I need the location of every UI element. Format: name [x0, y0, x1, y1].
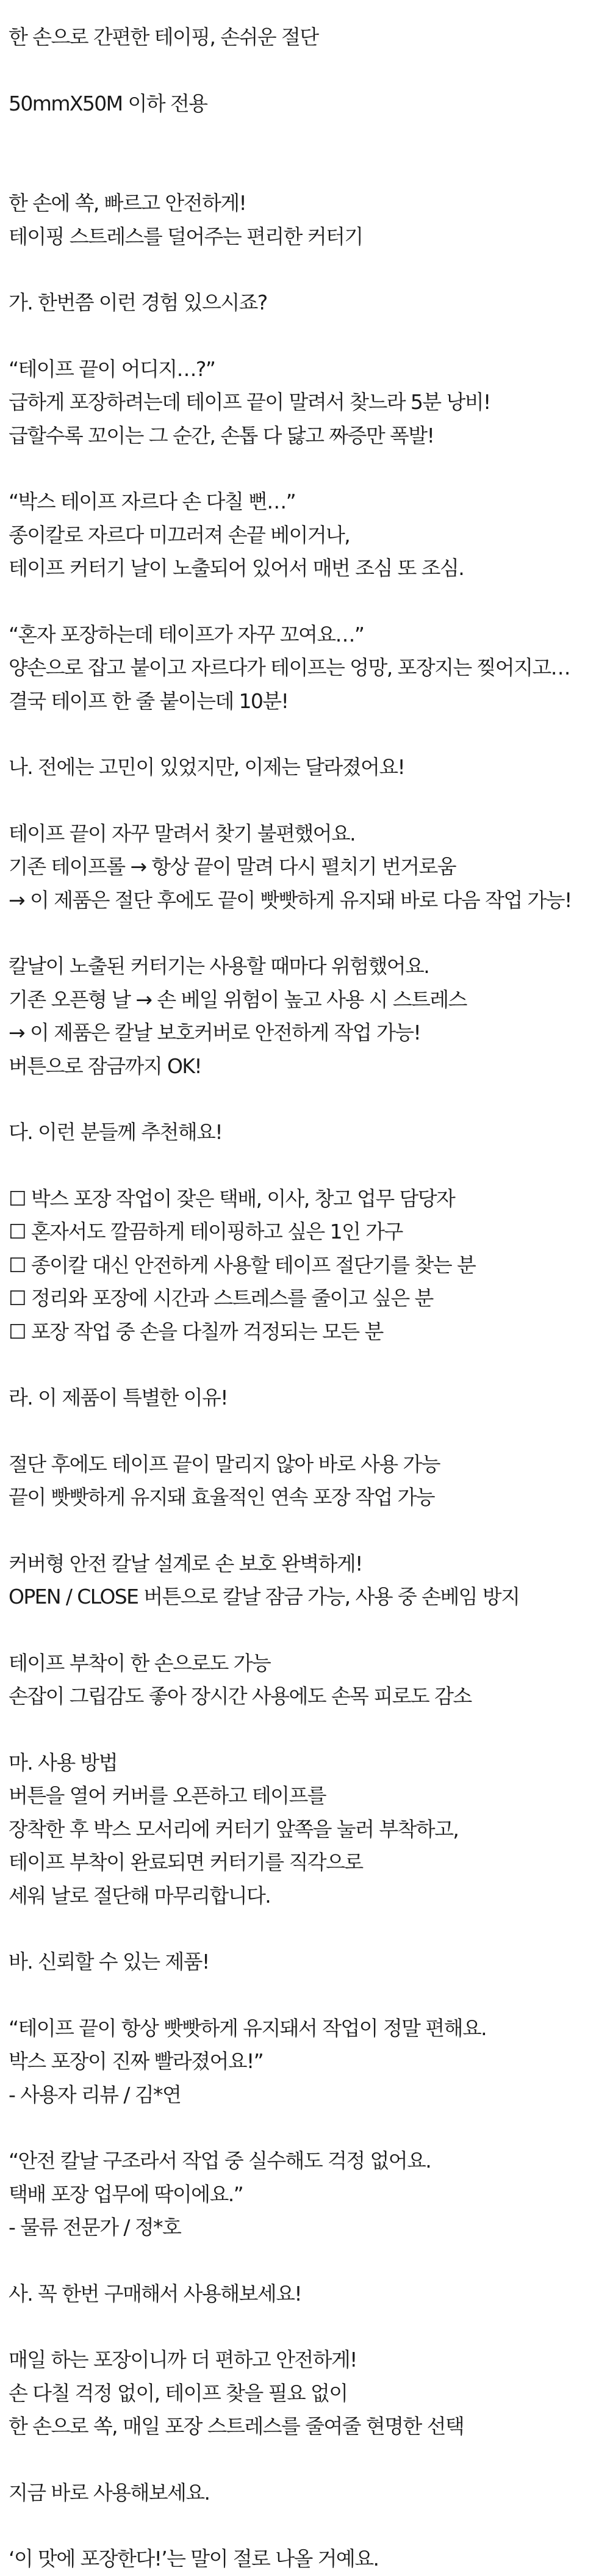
text-line: “테이프 끝이 어디지…?” — [9, 356, 215, 381]
text-line: 버튼을 열어 커버를 오픈하고 테이프를 — [9, 1784, 326, 1807]
text-line: → 이 제품은 절단 후에도 끝이 빳빳하게 유지돼 바로 다음 작업 가능! — [9, 888, 572, 912]
text-line: ☐ 박스 포장 작업이 잦은 택배, 이사, 창고 업무 담당자 — [9, 1186, 455, 1210]
text-block — [9, 618, 610, 718]
text-line: 테이핑 스트레스를 덜어주는 편리한 커터기 — [9, 224, 363, 248]
text-block — [9, 87, 610, 121]
text-line: 절단 후에도 테이프 끝이 말리지 않아 바로 사용 가능 — [9, 1452, 440, 1476]
text-line: 한 손으로 쏙, 매일 포장 스트레스를 줄여줄 현명한 선택 — [9, 2414, 464, 2438]
text-line: ☐ 정리와 포장에 시간과 스트레스를 줄이고 싶은 분 — [9, 1286, 433, 1310]
text-line: 나. 전에는 고민이 있었지만, 이제는 달라졌어요! — [9, 755, 405, 779]
text-line: OPEN / CLOSE 버튼으로 칼날 잠금 가능, 사용 중 손베임 방지 — [9, 1585, 520, 1608]
text-line: ☐ 혼자서도 깔끔하게 테이핑하고 싶은 1인 가구 — [9, 1220, 403, 1243]
text-block — [9, 1448, 610, 1514]
text-line: 한 손으로 간편한 테이핑, 손쉬운 절단 — [9, 25, 318, 49]
text-block — [9, 1381, 610, 1415]
text-line: 50mmX50M 이하 전용 — [9, 91, 207, 115]
text-line: 다. 이런 분들께 추천해요! — [9, 1120, 222, 1144]
text-line: 테이프 커터기 날이 노출되어 있어서 매번 조심 또 조심. — [9, 556, 464, 580]
text-line: “안전 칼날 구조라서 작업 중 실수해도 걱정 없어요. — [9, 2149, 431, 2173]
text-line: 박스 포장이 진짜 빨라졌어요!” — [9, 2049, 264, 2073]
text-line: 한 손에 쏙, 빠르고 안전하게! — [9, 191, 246, 215]
text-line: 기존 오픈형 날 → 손 베일 위험이 높고 사용 시 스트레스 — [9, 987, 467, 1011]
text-line: 세워 날로 절단해 마무리합니다. — [9, 1883, 271, 1908]
text-block — [9, 1547, 610, 1614]
text-line: 테이프 부착이 한 손으로도 가능 — [9, 1651, 271, 1675]
text-line: ‘이 맛에 포장한다!’는 말이 절로 나올 거예요. — [9, 2547, 379, 2571]
text-block — [9, 187, 610, 253]
text-line: 라. 이 제품이 특별한 이유! — [9, 1386, 228, 1409]
text-line: - 사용자 리뷰 / 김*연 — [9, 2082, 181, 2107]
text-block — [9, 1647, 610, 1713]
text-block — [9, 751, 610, 784]
text-block — [9, 2278, 610, 2311]
text-line: 테이프 끝이 자꾸 말려서 찾기 불편했어요. — [9, 821, 356, 845]
text-block — [9, 1182, 610, 1349]
text-line: 칼날이 노출된 커터기는 사용할 때마다 위험했어요. — [9, 954, 429, 978]
text-line: 사. 꼭 한번 구매해서 사용해보세요! — [9, 2281, 301, 2306]
text-line: 기존 테이프롤 → 항상 끝이 말려 다시 펼치기 번거로움 — [9, 855, 456, 878]
text-line: 손 다칠 걱정 없이, 테이프 찾을 필요 없이 — [9, 2381, 348, 2405]
text-line: 가. 한번쯤 이런 경험 있으시죠? — [9, 291, 267, 314]
text-block — [9, 21, 610, 54]
text-block — [9, 1746, 610, 1913]
text-block — [9, 1116, 610, 1149]
text-line: 지금 바로 사용해보세요. — [9, 2480, 210, 2505]
text-block — [9, 950, 610, 1083]
text-block — [9, 2012, 610, 2112]
text-block — [9, 2477, 610, 2510]
text-line: 손잡이 그립감도 좋아 장시간 사용에도 손목 피로도 감소 — [9, 1684, 472, 1708]
text-block — [9, 2343, 610, 2444]
text-line: ☐ 포장 작업 중 손을 다칠까 걱정되는 모든 분 — [9, 1319, 383, 1344]
text-block — [9, 1945, 610, 1979]
text-line: → 이 제품은 칼날 보호커버로 안전하게 작업 가능! — [9, 1021, 421, 1044]
text-line: 바. 신뢰할 수 있는 제품! — [9, 1950, 209, 1974]
text-line: 급하게 포장하려는데 테이프 끝이 말려서 찾느라 5분 낭비! — [9, 390, 490, 414]
text-line: 커버형 안전 칼날 설계로 손 보호 완벽하게! — [9, 1551, 362, 1576]
text-block — [9, 286, 610, 320]
text-line: - 물류 전문가 / 정*호 — [9, 2215, 181, 2239]
text-line: 양손으로 잡고 붙이고 자르다가 테이프는 엉망, 포장지는 찢어지고… — [9, 656, 570, 679]
text-block — [9, 353, 610, 453]
text-block — [9, 817, 610, 917]
text-block — [9, 2144, 610, 2245]
text-block — [9, 2542, 610, 2576]
text-line: “박스 테이프 자르다 손 다칠 뻔…” — [9, 490, 296, 513]
text-block — [9, 485, 610, 585]
text-line: 버튼으로 잠금까지 OK! — [9, 1054, 202, 1078]
text-line: 테이프 부착이 완료되면 커터기를 직각으로 — [9, 1850, 363, 1874]
text-line: 매일 하는 포장이니까 더 편하고 안전하게! — [9, 2348, 357, 2372]
text-line: “혼자 포장하는데 테이프가 자꾸 꼬여요…” — [9, 622, 364, 646]
text-line: 종이칼로 자르다 미끄러져 손끝 베이거나, — [9, 523, 350, 547]
text-line: 택배 포장 업무에 딱이에요.” — [9, 2182, 243, 2206]
text-line: 마. 사용 방법 — [9, 1750, 118, 1775]
text-line: ☐ 종이칼 대신 안전하게 사용할 테이프 절단기를 찾는 분 — [9, 1253, 476, 1277]
text-line: 급할수록 꼬이는 그 순간, 손톱 다 닳고 짜증만 폭발! — [9, 423, 434, 447]
text-line: 장착한 후 박스 모서리에 커터기 앞쪽을 눌러 부착하고, — [9, 1817, 459, 1841]
text-line: 끝이 빳빳하게 유지돼 효율적인 연속 포장 작업 가능 — [9, 1485, 435, 1509]
text-line: “테이프 끝이 항상 빳빳하게 유지돼서 작업이 정말 편해요. — [9, 2016, 487, 2040]
text-line: 결국 테이프 한 줄 붙이는데 10분! — [9, 689, 289, 713]
